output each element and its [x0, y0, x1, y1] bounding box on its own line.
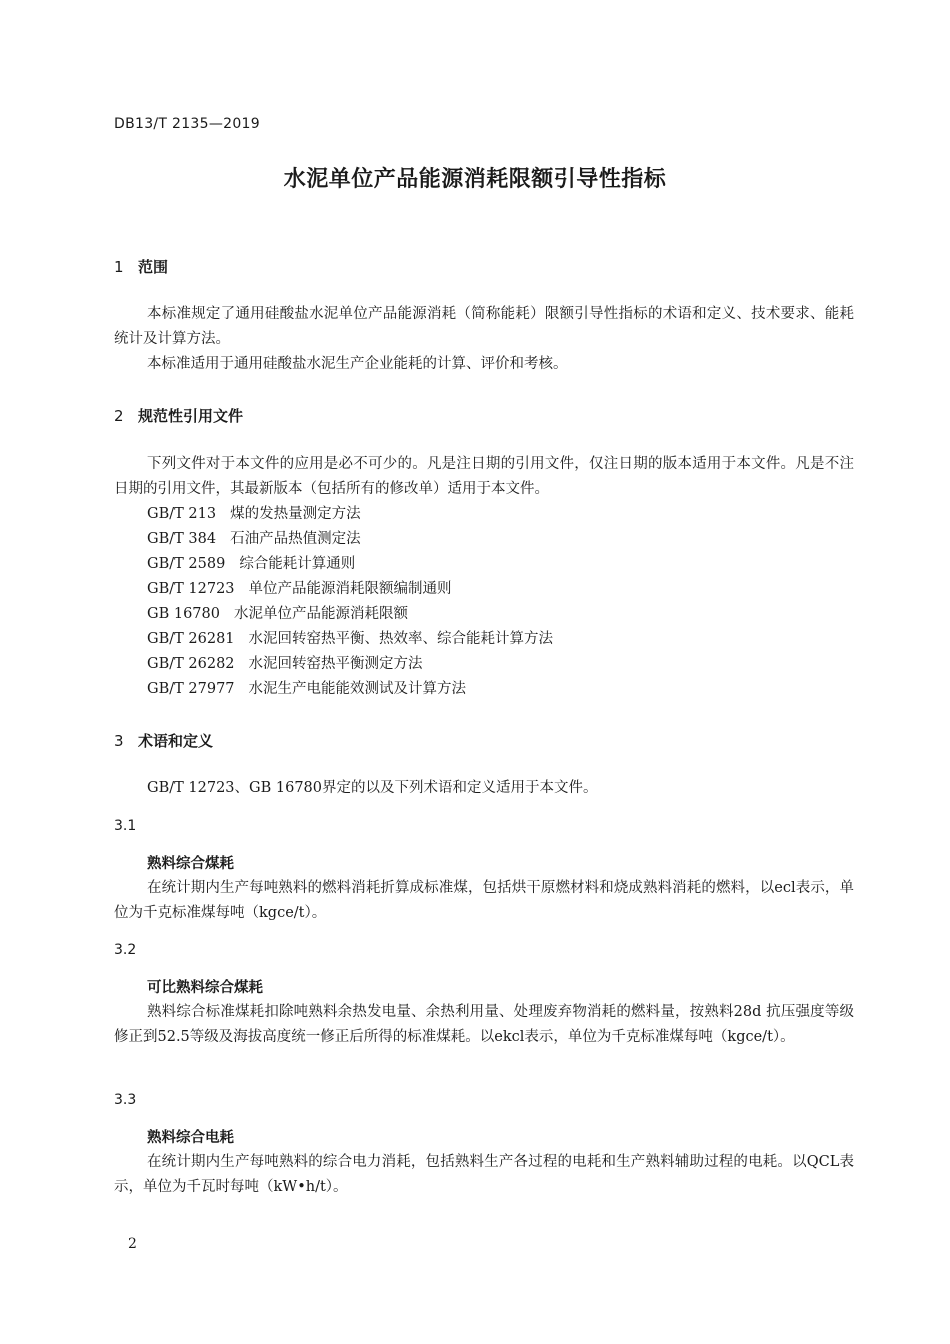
page-title: 水泥单位产品能源消耗限额引导性指标	[283, 167, 667, 192]
standard-code: DB13/T 2135—2019	[114, 116, 260, 132]
section-2-heading	[114, 405, 243, 426]
reference-code: GB/T 26281	[147, 631, 235, 647]
section-number: 3	[114, 732, 124, 750]
reference-title: 煤的发热量测定方法	[230, 506, 361, 522]
clause-number: 3.2	[114, 942, 137, 958]
reference-item	[147, 652, 423, 677]
term-title: 可比熟料综合煤耗	[147, 980, 263, 996]
reference-title: 综合能耗计算通则	[239, 556, 356, 572]
reference-item	[147, 677, 466, 702]
reference-code: GB/T 213	[147, 506, 217, 522]
section-2-intro: 下列文件对于本文件的应用是必不可少的。凡是注日期的引用文件，仅注日期的版本适用于本文件。凡是不注日期的引用文件，其最新版本（包括所有的修改单）适用于本文件。	[114, 456, 854, 497]
reference-code: GB/T 27977	[147, 681, 235, 697]
term-title: 熟料综合电耗	[147, 1130, 234, 1146]
section-3-heading	[114, 730, 213, 751]
section-1-paragraph-2: 本标准适用于通用硅酸盐水泥生产企业能耗的计算、评价和考核。	[147, 356, 568, 372]
section-title: 范围	[138, 258, 169, 276]
reference-item	[147, 602, 408, 627]
reference-code: GB/T 2589	[147, 556, 226, 572]
reference-title: 水泥生产电能能效测试及计算方法	[248, 681, 467, 697]
reference-title: 水泥回转窑热平衡、热效率、综合能耗计算方法	[248, 631, 554, 647]
section-1-paragraph-1: 本标准规定了通用硅酸盐水泥单位产品能源消耗（简称能耗）限额引导性指标的术语和定义、技术要求、能耗统计及计算方法。	[114, 306, 854, 347]
section-1-heading	[114, 256, 168, 277]
clause-number: 3.3	[114, 1092, 137, 1108]
reference-title: 单位产品能源消耗限额编制通则	[248, 581, 452, 597]
reference-code: GB/T 26282	[147, 656, 235, 672]
term-definition: 在统计期内生产每吨熟料的燃料消耗折算成标准煤，包括烘干原燃材料和烧成熟料消耗的燃料，以ecl表示，单位为千克标准煤每吨（kgce/t）。	[114, 880, 854, 921]
reference-title: 水泥单位产品能源消耗限额	[233, 606, 408, 622]
reference-code: GB/T 12723	[147, 581, 235, 597]
section-3-intro: GB/T 12723、GB 16780界定的以及下列术语和定义适用于本文件。	[147, 780, 598, 796]
reference-code: GB/T 384	[147, 531, 217, 547]
section-number: 1	[114, 258, 124, 276]
reference-item	[147, 527, 361, 552]
term-title: 熟料综合煤耗	[147, 856, 234, 872]
reference-code: GB 16780	[147, 606, 220, 622]
term-definition: 熟料综合标准煤耗扣除吨熟料余热发电量、余热利用量、处理废弃物消耗的燃料量，按熟料28d 抗压强度等级修正到52.5等级及海拔高度统一修正后所得的标准煤耗。以ekcl表示，单位为千克标准煤每吨（kgce/t）。	[114, 1004, 854, 1045]
section-title: 规范性引用文件	[138, 407, 244, 425]
reference-item	[147, 502, 361, 527]
reference-item	[147, 577, 452, 602]
section-number: 2	[114, 407, 124, 425]
reference-item	[147, 627, 553, 652]
section-title: 术语和定义	[138, 732, 214, 750]
reference-item	[147, 552, 355, 577]
reference-title: 水泥回转窑热平衡测定方法	[248, 656, 423, 672]
page-number: 2	[128, 1236, 137, 1252]
reference-title: 石油产品热值测定法	[230, 531, 361, 547]
term-definition: 在统计期内生产每吨熟料的综合电力消耗，包括熟料生产各过程的电耗和生产熟料辅助过程的电耗。以QCL表示，单位为千瓦时每吨（kW•h/t）。	[114, 1154, 854, 1195]
clause-number: 3.1	[114, 818, 137, 834]
